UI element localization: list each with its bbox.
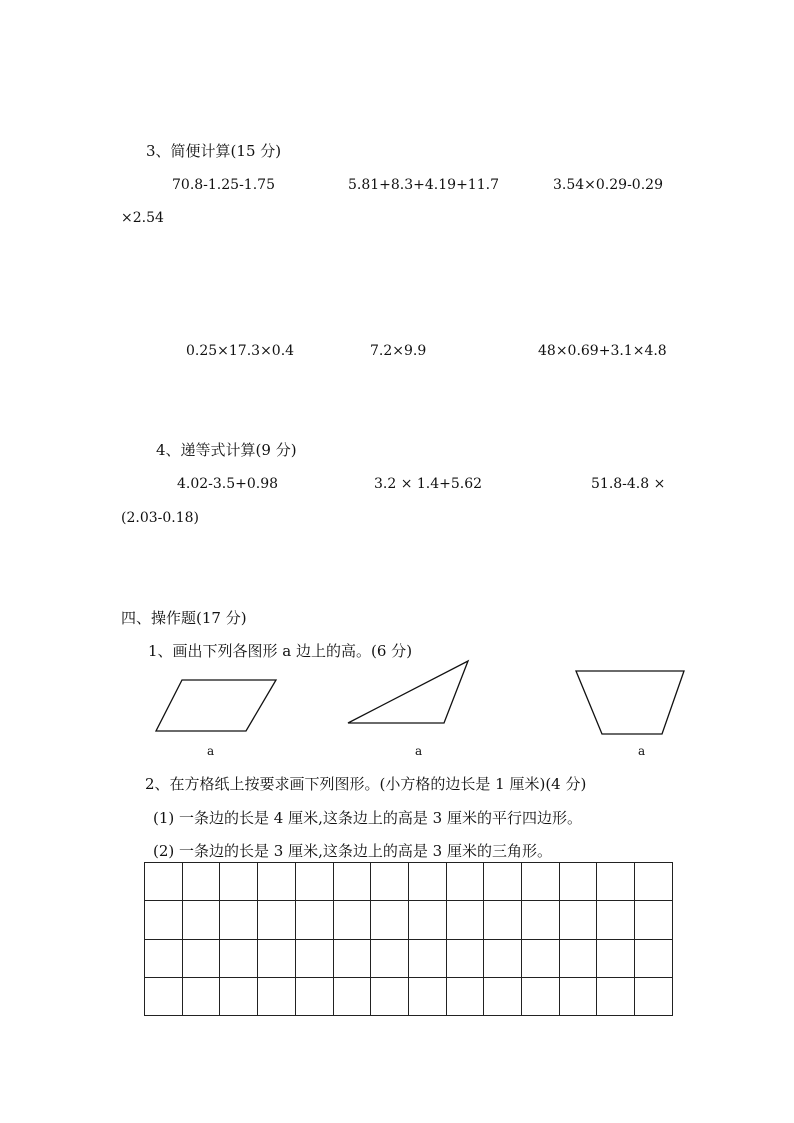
grid-cell[interactable] — [635, 939, 673, 977]
grid-cell[interactable] — [333, 863, 371, 901]
grid-cell[interactable] — [145, 901, 183, 939]
calc-3-2: 5.81+8.3+4.19+11.7 — [348, 177, 499, 193]
label-a-trapezoid: a — [638, 744, 646, 758]
grid-cell[interactable] — [258, 863, 296, 901]
calc-3-6: 48×0.69+3.1×4.8 — [538, 343, 667, 359]
grid-cell[interactable] — [559, 977, 597, 1015]
grid-cell[interactable] — [559, 939, 597, 977]
grid-row — [145, 863, 673, 901]
grid-cell[interactable] — [408, 901, 446, 939]
grid-cell[interactable] — [333, 901, 371, 939]
grid-paper[interactable] — [144, 862, 673, 1016]
calc-4-3: 51.8-4.8 × — [591, 476, 666, 492]
grid-cell[interactable] — [597, 977, 635, 1015]
calc-4-1: 4.02-3.5+0.98 — [177, 476, 279, 492]
calc-4-3-wrap: (2.03-0.18) — [121, 510, 199, 526]
grid-cell[interactable] — [295, 977, 333, 1015]
grid-cell[interactable] — [522, 977, 560, 1015]
grid-cell[interactable] — [182, 977, 220, 1015]
q2-item2: (2) 一条边的长是 3 厘米,这条边上的高是 3 厘米的三角形。 — [153, 842, 552, 860]
grid-cell[interactable] — [484, 939, 522, 977]
grid-cell[interactable] — [220, 977, 258, 1015]
grid-cell[interactable] — [333, 939, 371, 977]
section4-title: 4、递等式计算(9 分) — [156, 441, 297, 459]
grid-cell[interactable] — [145, 863, 183, 901]
grid-cell[interactable] — [635, 977, 673, 1015]
grid-row — [145, 977, 673, 1015]
grid-cell[interactable] — [635, 863, 673, 901]
grid-cell[interactable] — [371, 863, 409, 901]
grid-cell[interactable] — [522, 901, 560, 939]
grid-cell[interactable] — [295, 863, 333, 901]
label-a-parallelogram: a — [207, 744, 215, 758]
calc-3-3-wrap: ×2.54 — [121, 210, 164, 226]
grid-cell[interactable] — [182, 901, 220, 939]
grid-cell[interactable] — [559, 863, 597, 901]
grid-cell[interactable] — [484, 977, 522, 1015]
trapezoid-figure — [572, 667, 690, 739]
calc-3-4: 0.25×17.3×0.4 — [186, 343, 295, 359]
calc-4-2: 3.2 × 1.4+5.62 — [374, 476, 483, 492]
grid-row — [145, 939, 673, 977]
grid-cell[interactable] — [182, 863, 220, 901]
grid-cell[interactable] — [371, 901, 409, 939]
grid-cell[interactable] — [597, 863, 635, 901]
q2-text: 2、在方格纸上按要求画下列图形。(小方格的边长是 1 厘米)(4 分) — [145, 775, 587, 793]
parallelogram-figure — [150, 676, 280, 736]
grid-cell[interactable] — [597, 939, 635, 977]
grid-cell[interactable] — [446, 977, 484, 1015]
grid-cell[interactable] — [408, 977, 446, 1015]
grid-cell[interactable] — [258, 901, 296, 939]
part4-title: 四、操作题(17 分) — [121, 609, 247, 627]
grid-cell[interactable] — [295, 901, 333, 939]
grid-row — [145, 901, 673, 939]
grid-cell[interactable] — [371, 977, 409, 1015]
calc-3-5: 7.2×9.9 — [370, 343, 427, 359]
grid-cell[interactable] — [258, 939, 296, 977]
grid-cell[interactable] — [597, 901, 635, 939]
label-a-triangle: a — [415, 744, 423, 758]
grid-cell[interactable] — [484, 901, 522, 939]
grid-cell[interactable] — [635, 901, 673, 939]
grid-cell[interactable] — [446, 863, 484, 901]
grid-cell[interactable] — [145, 939, 183, 977]
grid-cell[interactable] — [446, 901, 484, 939]
grid-cell[interactable] — [333, 977, 371, 1015]
grid-cell[interactable] — [220, 939, 258, 977]
grid-cell[interactable] — [559, 901, 597, 939]
grid-cell[interactable] — [371, 939, 409, 977]
grid-cell[interactable] — [408, 863, 446, 901]
triangle-figure — [344, 658, 474, 728]
grid-cell[interactable] — [145, 977, 183, 1015]
calc-3-3: 3.54×0.29-0.29 — [553, 177, 663, 193]
section3-title: 3、简便计算(15 分) — [146, 142, 282, 160]
grid-cell[interactable] — [408, 939, 446, 977]
q2-item1: (1) 一条边的长是 4 厘米,这条边上的高是 3 厘米的平行四边形。 — [153, 809, 582, 827]
grid-cell[interactable] — [220, 863, 258, 901]
grid-cell[interactable] — [182, 939, 220, 977]
grid-cell[interactable] — [522, 863, 560, 901]
grid-cell[interactable] — [295, 939, 333, 977]
calc-3-1: 70.8-1.25-1.75 — [172, 177, 275, 193]
q1-text: 1、画出下列各图形 a 边上的高。(6 分) — [148, 642, 413, 660]
grid-cell[interactable] — [484, 863, 522, 901]
grid-cell[interactable] — [220, 901, 258, 939]
grid-cell[interactable] — [258, 977, 296, 1015]
grid-cell[interactable] — [446, 939, 484, 977]
grid-cell[interactable] — [522, 939, 560, 977]
